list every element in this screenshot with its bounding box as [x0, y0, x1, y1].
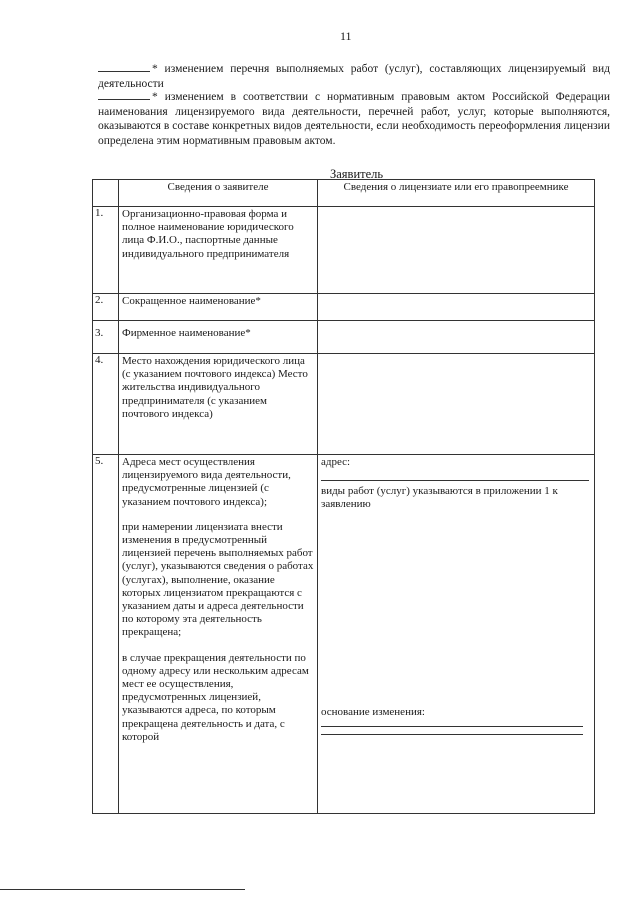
works-note: виды работ (услуг) указываются в приложении 1 к заявлению [321, 485, 558, 511]
blank-line [98, 90, 150, 100]
note-1-text: * изменением перечня выполняемых работ (услуг), составляющих лицензируемый вид деятельности [98, 63, 610, 90]
row-number: 4. [93, 354, 119, 455]
row-value-field[interactable] [318, 294, 595, 321]
table-row [93, 455, 595, 814]
row-label-part-1: Адреса мест осуществления лицензируемого вида деятельности, предусмотренные лицензией (с указанием почтового индекса); [122, 456, 291, 508]
row-label: Фирменное наименование* [119, 321, 318, 354]
row-label: Организационно-правовая форма и полное наименование юридического лица Ф.И.О., паспортные данные индивидуального предпринимателя [119, 207, 318, 294]
note-1 [98, 62, 610, 91]
footnote-separator [0, 889, 245, 890]
page-number: 11 [340, 29, 352, 43]
row-number: 1. [93, 207, 119, 294]
basis-line-1[interactable] [321, 725, 583, 727]
table-row [93, 294, 595, 321]
table-header-row [93, 180, 595, 207]
address-label: адрес: [321, 456, 351, 468]
basis-line-2[interactable] [321, 733, 583, 735]
basis-label: основание изменения: [321, 705, 425, 718]
note-2-text: * изменением в соответствии с нормативным правовым актом Российской Федерации наименования лицензируемого вида деятельности, перечней работ, услуг, которые выполняются, оказываются в составе конкретных видов деятельности, если необходимость переоформления лицензии определена этим нормативным правовым актом. [98, 91, 610, 147]
table-caption: Заявитель [330, 167, 384, 181]
table-row [93, 354, 595, 455]
header-num-cell [93, 180, 119, 207]
header-right: Сведения о лицензиате или его правопреемнике [318, 180, 595, 207]
row-label-part-3: в случае прекращения деятельности по одному адресу или нескольким адресам мест ее осуществления, предусмотренных лицензией, указываются адреса, по которым прекращена деятельность и дата, с которой [122, 651, 309, 743]
applicant-table [92, 179, 595, 814]
header-left: Сведения о заявителе [119, 180, 318, 207]
row-number: 2. [93, 294, 119, 321]
row-label-part-2: при намерении лицензиата внести изменения в предусмотренный лицензией перечень выполняемых работ (услуг), указываются сведения о работах (услугах), выполнение, оказание которых лицензиатом прекращаются с указанием даты и адреса деятельности по которому эта деятельность прекращена; [122, 520, 314, 639]
address-line[interactable] [321, 479, 589, 481]
table-row [93, 321, 595, 354]
row-value-field[interactable] [318, 455, 595, 814]
row-number: 3. [93, 321, 119, 354]
row-label [119, 455, 318, 814]
note-2 [98, 90, 610, 148]
row-value-field[interactable] [318, 321, 595, 354]
row-value-field[interactable] [318, 354, 595, 455]
blank-line [98, 62, 150, 72]
row-label: Сокращенное наименование* [119, 294, 318, 321]
row-value-field[interactable] [318, 207, 595, 294]
row-label: Место нахождения юридического лица (с указанием почтового индекса) Место жительства индивидуального предпринимателя (с указанием почтового индекса) [119, 354, 318, 455]
row-number: 5. [93, 455, 119, 814]
table-row [93, 207, 595, 294]
